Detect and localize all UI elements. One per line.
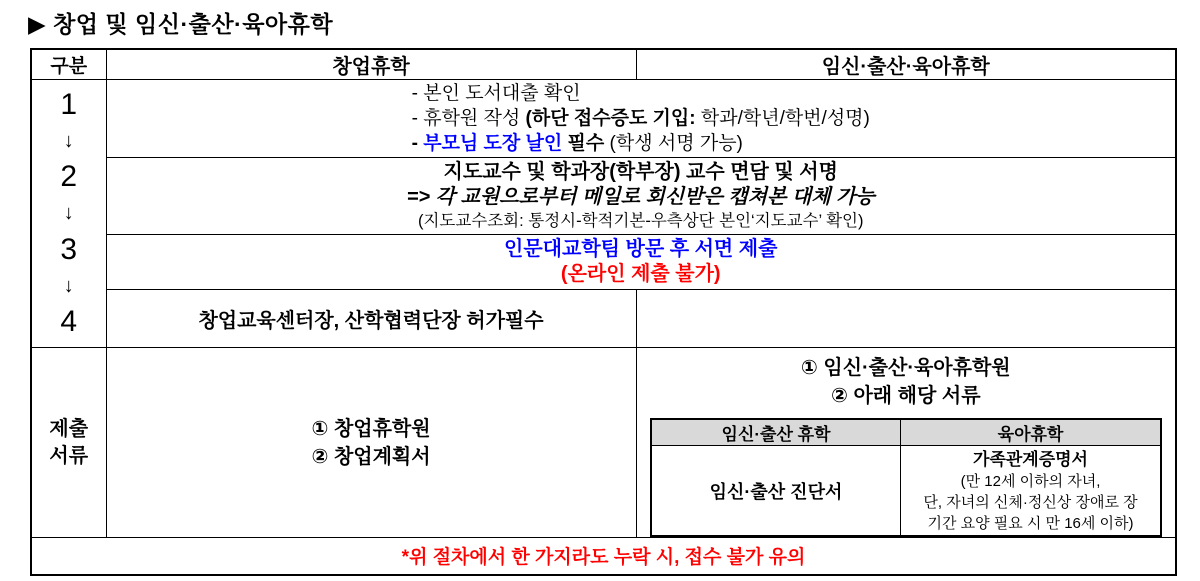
step3-content-cell <box>106 235 1176 290</box>
submit-documents-row <box>31 348 1176 538</box>
step2-line-email-capture: => 각 교원으로부터 메일로 회신받은 캡쳐본 대체 가능 <box>406 185 875 208</box>
footer-warning-row <box>31 538 1176 575</box>
col-header-startup-leave: 창업휴학 <box>106 49 636 80</box>
step1-line-parent-seal: - 부모님 도장 날인 필수 (학생 서명 가능) <box>411 133 743 154</box>
step4-row <box>31 290 1176 348</box>
step1-line-application-form: - 휴학원 작성 (하단 접수증도 기입: 학과/학년/학번/성명) <box>411 108 870 129</box>
col-header-maternity-leave: 임신·출산·육아휴학 <box>636 49 1176 80</box>
step1-row <box>31 80 1176 158</box>
childcare-doc-title: 가족관계증명서 <box>973 449 1088 469</box>
steps-sequence <box>32 83 106 345</box>
step-number-1: 1 <box>60 87 78 121</box>
submit-label-line1: 제출 <box>49 417 89 440</box>
subtable-header-childcare: 육아휴학 <box>901 419 1161 446</box>
step2-line-advisor-meeting: 지도교수 및 학과장(학부장) 교수 면담 및 서명 <box>443 160 838 183</box>
step3-row <box>31 235 1176 290</box>
startup-docs-cell <box>106 348 636 538</box>
maternity-doc-item: ② 아래 해당 서류 <box>830 385 981 408</box>
submit-label-cell <box>31 348 106 538</box>
childcare-doc-note-line: 기간 요양 필요 시 만 16세 이하) <box>927 514 1134 532</box>
childcare-doc-note-line: 단, 자녀의 신체·정신상 장애로 장 <box>923 493 1138 511</box>
footer-warning-cell: *위 절차에서 한 가지라도 누락 시, 접수 불가 유의 <box>31 538 1176 575</box>
step1-checklist <box>412 81 870 156</box>
down-arrow-icon: ↓ <box>63 129 74 152</box>
page-title: ▶ 창업 및 임신·출산·육아휴학 <box>28 11 334 37</box>
subtable-header-row <box>651 419 1161 446</box>
step3-line-office-visit: 인문대교학팀 방문 후 서면 제출 <box>504 238 778 260</box>
step3-line-no-online: (온라인 제출 불가) <box>560 263 721 285</box>
steps-cell <box>31 80 106 348</box>
table-header-row <box>31 49 1176 80</box>
step4-startup-approval-cell: 창업교육센터장, 산학협력단장 허가필수 <box>106 290 636 348</box>
col-header-category: 구분 <box>31 49 106 80</box>
step-number-3: 3 <box>60 232 78 266</box>
leave-procedure-table <box>30 48 1177 576</box>
step2-row <box>31 158 1176 235</box>
step-number-2: 2 <box>60 160 78 194</box>
maternity-docs-list <box>637 354 1176 410</box>
step2-content-cell <box>106 158 1176 235</box>
childcare-doc-note-line: (만 12세 이하의 자녀, <box>960 472 1101 490</box>
step1-content-cell <box>106 80 1176 158</box>
maternity-doc-item: ① 임신·출산·육아휴학원 <box>800 357 1011 380</box>
subtable-header-pregnancy: 임신·출산 휴학 <box>651 419 901 446</box>
startup-docs-list <box>311 415 430 471</box>
childcare-doc-cell <box>901 446 1161 536</box>
pregnancy-doc-cell: 임신·출산 진단서 <box>651 446 901 536</box>
maternity-docs-subtable <box>650 418 1162 537</box>
parent-seal-highlight: 부모님 도장 날인 <box>423 133 563 154</box>
step2-line-advisor-lookup: (지도교수조회: 통정시-학적기본-우측상단 본인‘지도교수’ 확인) <box>417 211 864 230</box>
startup-doc-item: ② 창업계획서 <box>311 445 431 468</box>
startup-doc-item: ① 창업휴학원 <box>311 417 431 440</box>
step1-line-library-check: - 본인 도서대출 확인 <box>411 83 581 104</box>
maternity-docs-cell <box>636 348 1176 538</box>
step-number-4: 4 <box>60 305 78 339</box>
down-arrow-icon: ↓ <box>63 275 74 298</box>
step4-maternity-empty-cell <box>636 290 1176 348</box>
subtable-body-row <box>651 446 1161 536</box>
down-arrow-icon: ↓ <box>63 202 74 225</box>
submit-label-line2: 서류 <box>49 444 89 467</box>
